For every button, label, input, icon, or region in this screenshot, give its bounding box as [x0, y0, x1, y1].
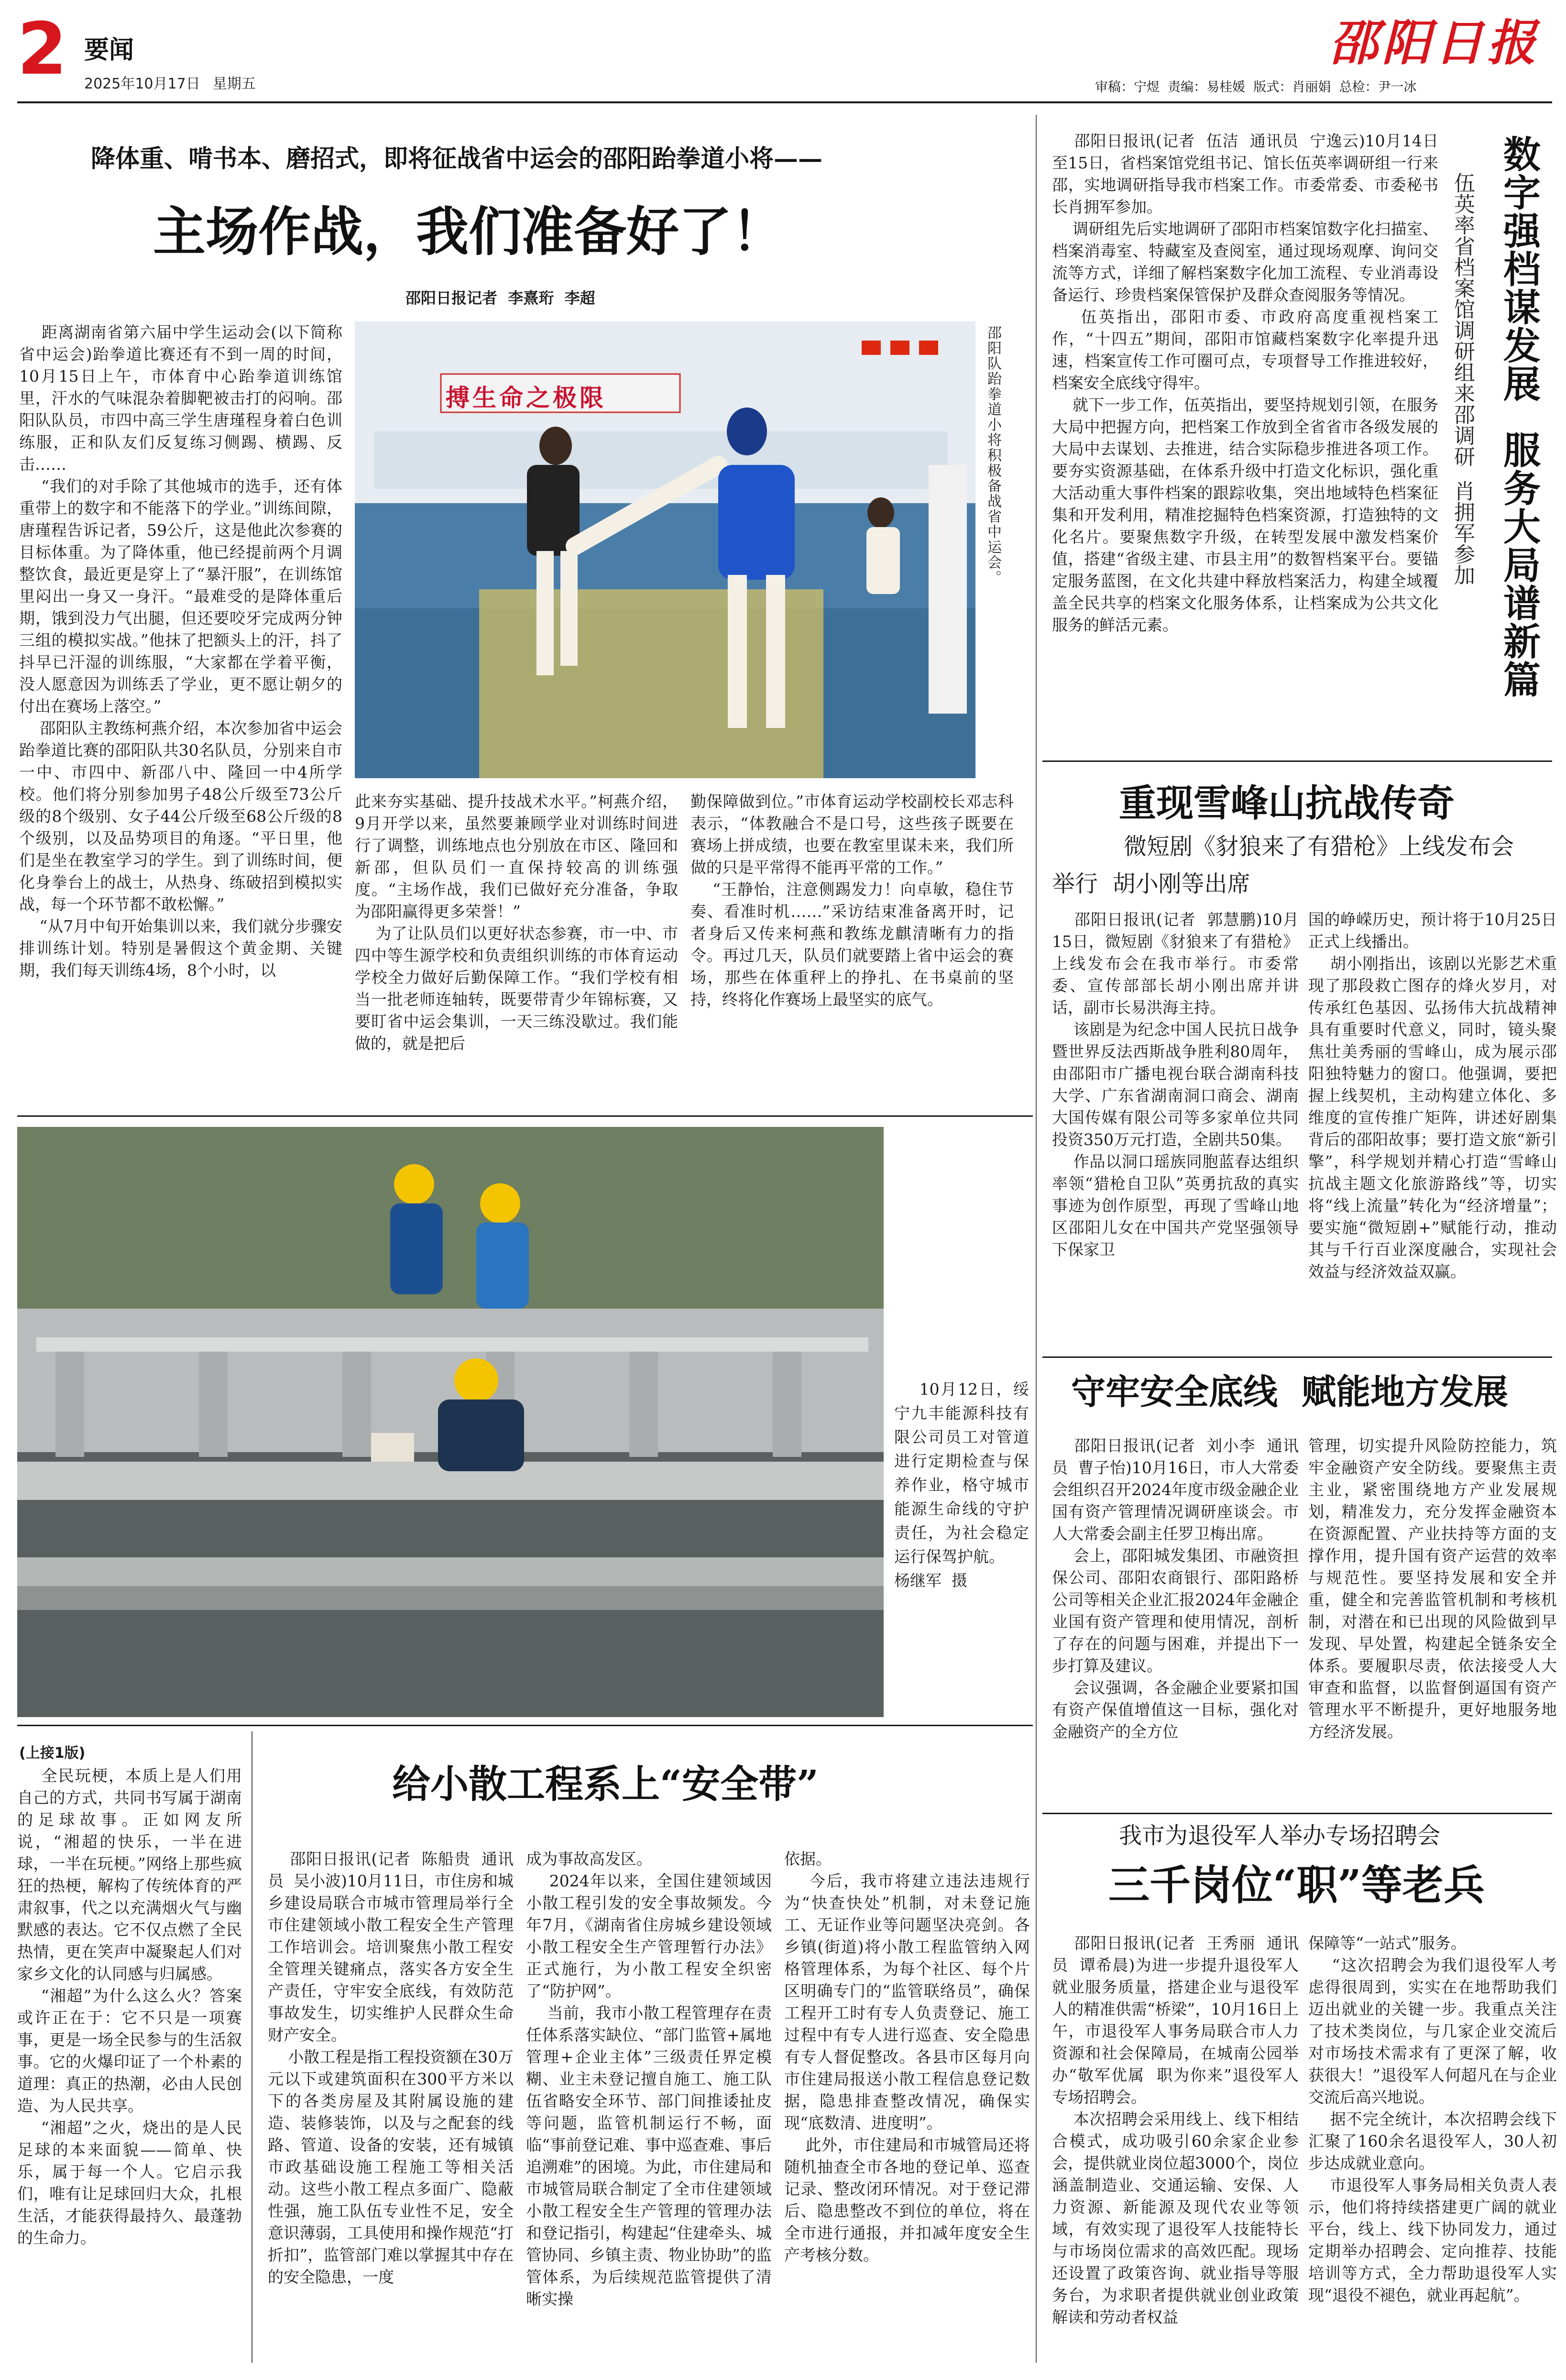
- article1-headline: 主场作战，我们准备好了！: [153, 201, 784, 263]
- article1-byline: 邵阳日报记者 李熹珩 李超: [405, 289, 595, 307]
- page-number: 2: [17, 8, 67, 91]
- header-rule: [17, 101, 1552, 103]
- separator-1: [1042, 760, 1552, 762]
- article3-headline: 重现雪峰山抗战传奇: [1119, 782, 1455, 825]
- issue-date: [84, 72, 256, 93]
- taekwondo-photo-caption: 邵阳队跆拳道小将积极备战省中运会。: [985, 325, 1001, 585]
- article8-column-1: 邵阳日报讯(记者 王秀丽 通讯员 谭希晨)为进一步提升退役军人就业服务质量，搭建企业与退役军人的精准供需“桥梁”，10月16日上午，市退役军人事务局联合市人力资源和社会保障局，在城南公园举办“敬军优属 职为你来”退役军人专场招聘会。 本次招聘会采用线上、线下相结合模式，成功吸引60余家企业参会，提供就业岗位超3000个，岗位涵盖制造业、交通运输、安保、人力资源、新能源及现代农业等领域，有效实现了退役军人技能特长与市场岗位需求的高效匹配。现场还设置了政策咨询、就业指导等服务台，为求职者提供就业创业政策解读和劳动者权益: [1052, 1934, 1299, 2326]
- article7-column-3: 依据。 今后，我市将建立违法违规行为“快查快处”机制，对未登记施工、无证作业等问题坚决亮剑。各乡镇(街道)将小散工程监管纳入网格管理体系，为每个社区、每个片区明确专门的“监管联络员”，确保工程开工时有专人负责登记、施工过程中有专人进行巡查、安全隐患有专人督促整改。各县市区每月向市住建局报送小散工程信息登记数据，隐患排查整改情况，确保实现“底数清、进度明”。 此外，市住建局和市城管局还将随机抽查全市各地的登记单、巡查记录、整改闭环情况。对于登记滞后、隐患整改不到位的单位，将在全市进行通报，并扣减年度安全生产考核分数。: [784, 1850, 1030, 2264]
- editor-credits: 审稿：宁煜 责编：易桂媛 版式：肖丽娟 总检：尹一冰: [1095, 80, 1417, 95]
- article6-body: 全民玩梗，本质上是人们用自己的方式，共同书写属于湖南的足球故事。正如网友所说，“湘超的快乐，一半在进球，一半在玩梗。”网络上那些疯狂的热梗，解构了传统体育的严肃叙事，代之以充满烟火气与幽默感的表达。它不仅点燃了全民热情，更在笑声中凝聚起人们对家乡文化的认同感与归属感。 “湘超”为什么这么火？答案或许正在于：它不只是一项赛事，更是一场全民参与的生活叙事。它的火爆印证了一个朴素的道理：真正的热潮，必由人民创造、为人民共享。 “湘超”之火，烧出的是人民足球的本来面貌——简单、快乐，属于每一个人。它启示我们，唯有让足球回归大众，扎根生活，才能获得最持久、最蓬勃的生命力。: [17, 1766, 242, 2247]
- article2-body: 邵阳日报讯(记者 伍洁 通讯员 宁逸云)10月14日至15日，省档案馆党组书记、馆长伍英率调研组一行来邵，实地调研指导我市档案工作。市委常委、市委秘书长肖拥军参加。 调研组先后实地调研了邵阳市档案馆数字化扫描室、档案消毒室、特藏室及查阅室，通过现场观摩、询问交流等方式，详细了解档案数字化加工流程、专业消毒设备运行、珍贵档案保管保护及群众查阅服务等情况。 伍英指出，邵阳市委、市政府高度重视档案工作，“十四五”期间，邵阳市馆藏档案数字化率提升迅速，档案宣传工作可圈可点，专项督导工作推进较好，档案安全底线守得牢。 就下一步工作，伍英指出，要坚持规划引领，在服务大局中把握方向，把档案工作放到全省省市各级发展的大局中去谋划、去推进，结合实际稳步推进各项工作。要夯实资源基础，在体系升级中打造文化标识，强化重大活动重大事件档案的跟踪收集，突出地域特色档案征集和开发利用，精准挖掘特色档案资源，打造独特的文化名片。要聚焦数字升级，在转型发展中激发档案价值，搭建“省级主建、市县主用”的数智档案平台。要锚定服务蓝图，在文化共建中释放档案活力，构建全域覆盖全民共享的档案文化服务体系，让档案成为公共文化服务的鲜活元素。: [1052, 132, 1438, 634]
- article1-column-1: 距离湖南省第六届中学生运动会(以下简称省中运会)跆拳道比赛还有不到一周的时间，10月15日上午，市体育中心跆拳道训练馆里，汗水的气味混杂着脚靶被击打的闷响。邵阳队队员，市四中高三学生唐瑾程身着白色训练服，正和队友们反复练习侧踢、横踢、反击…… “我们的对手除了其他城市的选手，还有体重带上的数字和不能落下的学业。”训练间隙，唐瑾程告诉记者，59公斤，这是他此次参赛的目标体重。为了降体重，他已经提前两个月调整饮食，最近更是穿上了“暴汗服”，在训练馆里闷出一身又一身汗。“最难受的是降体重后期，饿到没力气出腿，但还要咬牙完成两分钟三组的模拟实战。”他抹了把额头上的汗，抖了抖早已汗湿的训练服，“大家都在学着平衡，没人愿意因为训练丢了学业，更不愿让朝夕的付出在赛场上落空。” 邵阳队主教练柯燕介绍，本次参加省中运会跆拳道比赛的邵阳队共30名队员，分别来自市一中、市四中、新邵八中、隆回一中4所学校。他们将分别参加男子48公斤级至73公斤级的8个级别、女子44公斤级至68公斤级的8个级别，以及品势项目的角逐。“平日里，他们是坐在教室学习的学生。到了训练时间，便化身拳台上的战士，从热身、练破招到模拟实战，每一个环节都不敢松懈。” “从7月中旬开始集训以来，我们就分步骤安排训练计划。特别是暑假这个黄金期、关键期，我们每天训练4场，8个小时，以: [19, 323, 342, 980]
- article3-subhead-1: 微短剧《豺狼来了有猎枪》上线发布会: [1124, 833, 1514, 860]
- paper-logo: 邵阳日报: [1329, 14, 1540, 72]
- weekday-text: 星期五: [212, 76, 256, 92]
- article1-column-3: 勤保障做到位。”市体育运动学校副校长邓志科表示，“体教融合不是口号，这些孩子既要在赛场上拼成绩，也要在教室里谋未来，我们所做的只是平常得不能再平常的工作。” “王静怡，注意侧踢发力！向卓敏，稳住节奏、看准时机……”采访结束准备离开时，记者身后又传来柯燕和教练龙麒清晰有力的指令。再过几天，队员们就要踏上省中运会的赛场，那些在体重秤上的挣扎、在书桌前的坚持，终将化作赛场上最坚实的底气。: [690, 792, 1014, 1009]
- separator-4: [17, 1725, 1033, 1726]
- pipeline-illustration: [17, 1127, 884, 1717]
- column-divider-right: [1036, 115, 1037, 2363]
- article6-continued-tag: (上接1版): [19, 1745, 86, 1762]
- gym-banner-text: 搏生命之极限: [446, 384, 606, 412]
- article3-column-1: 邵阳日报讯(记者 郭慧鹏)10月15日，微短剧《豺狼来了有猎枪》上线发布会在我市举行。市委常委、宣传部部长胡小刚出席并讲话，副市长易洪海主持。 该剧是为纪念中国人民抗日战争暨世界反法西斯战争胜利80周年，由邵阳市广播电视台联合湖南科技大学、广东省湖南洞口商会、湖南大国传媒有限公司等多家单位共同投资350万元打造，全剧共50集。 作品以洞口瑶族同胞蓝春达组织率领“猎枪自卫队”英勇抗敌的真实事迹为创作原型，再现了雪峰山地区邵阳儿女在中国共产党坚强领导下保家卫: [1052, 910, 1299, 1259]
- article1-column-2: 此来夯实基础、提升技战术水平。”柯燕介绍，9月开学以来，虽然要兼顾学业对训练时间进行了调整，训练地点也分别放在市区、隆回和新邵，但队员们一直保持较高的训练强度。“主场作战，我们已做好充分准备，争取为邵阳赢得更多荣誉！” 为了让队员们以更好状态参赛，市一中、市四中等生源学校和负责组织训练的市体育运动学校全力做好后勤保障工作。“我们学校有相当一批老师连轴转，既要带青少年锦标赛，又要盯省中运会集训，一天三练没歇过。我们能做的，就是把后: [355, 792, 678, 1053]
- article8-headline: 三千岗位“职”等老兵: [1108, 1861, 1485, 1909]
- pipeline-photo: [17, 1127, 884, 1717]
- separator-3: [1042, 1356, 1552, 1358]
- article5-column-1: 邵阳日报讯(记者 刘小李 通讯员 曹子怡)10月16日，市人大常委会组织召开2024年度市级金融企业国有资产管理情况调研座谈会。市人大常委会副主任罗卫梅出席。 会上，邵阳城发集团、市融资担保公司、邵阳农商银行、邵阳路桥公司等相关企业汇报2024年金融企业国有资产管理和使用情况，剖析了存在的问题与困难，并提出下一步打算及建议。 会议强调，各金融企业要紧扣国有资产保值增值这一目标，强化对金融资产的全方位: [1052, 1436, 1299, 1741]
- separator-5: [1042, 1813, 1552, 1814]
- article7-column-1: 邵阳日报讯(记者 陈船贵 通讯员 吴小波)10月11日，市住房和城乡建设局联合市城市管理局举行全市住建领域小散工程安全生产管理工作培训会。培训聚焦小散工程安全管理关键痛点，落实各方安全生产责任，守牢安全底线，有效防范事故发生，切实维护人民群众生命财产安全。 小散工程是指工程投资额在30万元以下或建筑面积在300平方米以下的各类房屋及其附属设施的建造、装修装饰，以及与之配套的线路、管道、设备的安装，还有城镇市政基础设施工程施工等相关活动。这些小散工程点多面广、隐蔽性强，施工队伍专业性不足，安全意识薄弱，工具使用和操作规范“打折扣”，监管部门难以掌握其中存在的安全隐患，一度: [268, 1850, 514, 2286]
- article3-subhead-2: 举行 胡小刚等出席: [1052, 870, 1250, 897]
- article1-kicker: 降体重、啃书本、磨招式，即将征战省中运会的邵阳跆拳道小将——: [91, 144, 823, 173]
- taekwondo-photo: [355, 321, 975, 778]
- article3-column-2: 国的峥嵘历史，预计将于10月25日正式上线播出。 胡小刚指出，该剧以光影艺术重现了那段救亡图存的烽火岁月，对传承红色基因、弘扬伟大抗战精神具有重要时代意义，同时，镜头聚焦壮美秀丽的雪峰山，成为展示邵阳独特魅力的窗口。他强调，要把握上线契机，主动构建立体化、多维度的宣传推广矩阵，讲述好剧集背后的邵阳故事；要打造文旅“新引擎”，科学规划并精心打造“雪峰山抗战主题文化旅游路线”等，切实将“线上流量”转化为“经济增量”；要实施“微短剧+”赋能行动，推动其与千行百业深度融合，实现社会效益与经济效益双赢。: [1308, 910, 1557, 1281]
- article2-headline: 数字强档谋发展 服务大局谱新篇: [1497, 135, 1541, 699]
- article5-headline: 守牢安全底线 赋能地方发展: [1071, 1371, 1509, 1412]
- article2-subhead: 伍英率省档案馆调研组来邵调研 肖拥军参加: [1450, 172, 1475, 585]
- separator-2: [17, 1115, 1033, 1117]
- pipeline-photo-caption: 10月12日，绥宁九丰能源科技有限公司员工对管道进行定期检查与保养作业，格守城市能源生命线的守护责任，为社会稳定运行保驾护航。 杨继军 摄: [894, 1380, 1029, 1590]
- article5-column-2: 管理，切实提升风险防控能力，筑牢金融资产安全防线。要聚焦主责主业，紧密围绕地方产业发展规划，精准发力，充分发挥金融资本在资源配置、产业扶持等方面的支撑作用，提升国有资产运营的效率与规范性。要坚持发展和安全并重，健全和完善监管机制和考核机制，对潜在和已出现的风险做到早发现、早处置，构建起全链条安全体系。要履职尽责，依法接受人大审查和监督，以监督倒逼国有资产管理水平不断提升，更好地服务地方经济发展。: [1308, 1436, 1557, 1741]
- article8-column-2: 保障等“一站式”服务。 “这次招聘会为我们退役军人考虑得很周到，实实在在地帮助我们迈出就业的关键一步。我重点关注了技术类岗位，与几家企业交流后对市场技术需求有了更深了解，收获很大！”退役军人何超凡在与企业交流后高兴地说。 据不完全统计，本次招聘会线下汇聚了160余名退役军人，30人初步达成就业意向。 市退役军人事务局相关负责人表示，他们将持续搭建更广阔的就业平台，线上、线下协同发力，通过定期举办招聘会、定向推荐、技能培训等方式，全力帮助退役军人实现“退役不褪色，就业再起航”。: [1308, 1934, 1557, 2304]
- section-name: 要闻: [84, 36, 134, 65]
- article8-kicker: 我市为退役军人举办专场招聘会: [1119, 1822, 1441, 1849]
- date-text: 2025年10月17日: [84, 76, 200, 92]
- article7-headline: 给小散工程系上“安全带”: [392, 1762, 819, 1807]
- article7-column-2: 成为事故高发区。 2024年以来，全国住建领域因小散工程引发的安全事故频发。今年7月，《湖南省住房城乡建设领域小散工程安全生产管理暂行办法》正式施行，为小散工程安全织密了“防护网”。 当前，我市小散工程管理存在责任体系落实缺位、“部门监管+属地管理+企业主体”三级责任界定模糊、业主未登记擅自施工、施工队伍省略安全环节、部门间推诿扯皮等问题，监管机制运行不畅，面临“事前登记难、事中巡查难、事后追溯难”的困境。为此，市住建局和市城管局联合制定了全市住建领域小散工程安全生产管理的管理办法和登记指引，构建起“住建牵头、城管协同、乡镇主责、物业协助”的监管体系，为后续规范监管提供了清晰实操: [526, 1850, 772, 2308]
